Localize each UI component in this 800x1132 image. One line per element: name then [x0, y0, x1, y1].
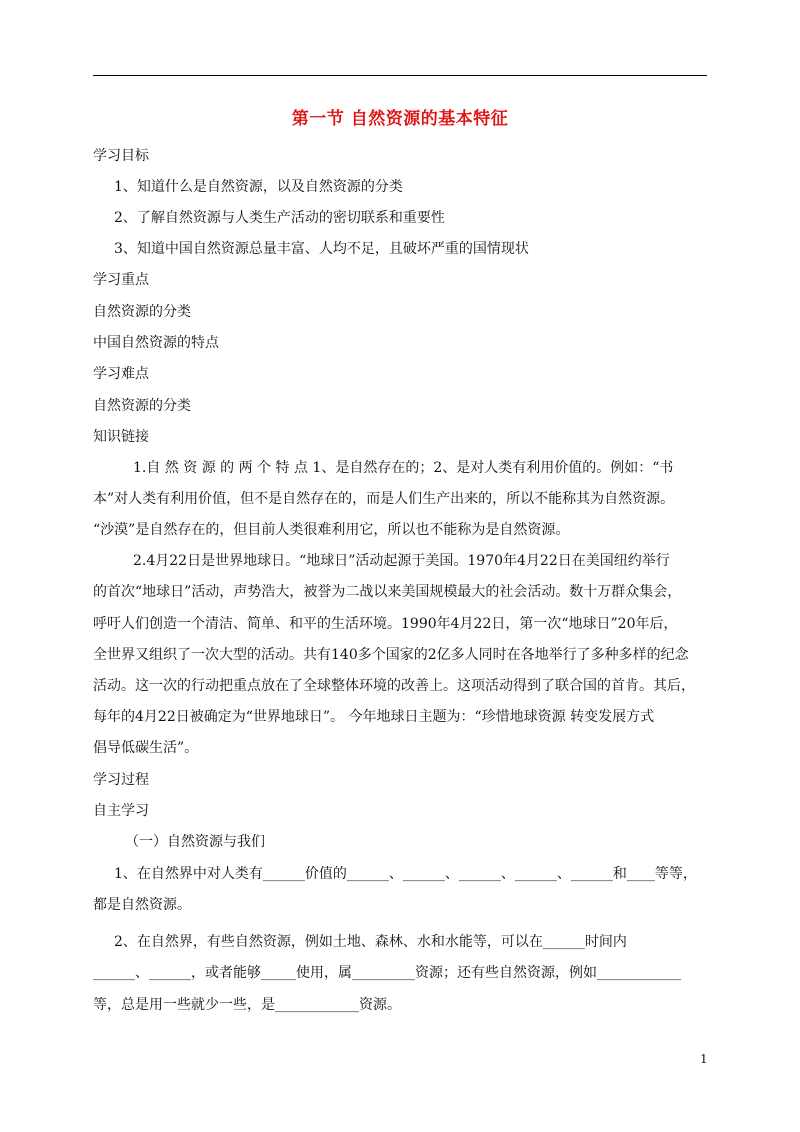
objective-item: 2、了解自然资源与人类生产活动的密切联系和重要性: [114, 210, 445, 226]
exercise-line: 1、在自然界中对人类有______价值的______、______、______、______、______和____等等，: [114, 866, 697, 882]
header-rule: [93, 75, 707, 76]
paragraph-line: 1.自 然 资 源 的 两 个 特 点 1、是自然存在的；2、是对人类有利用价值的。例如：“书: [133, 460, 674, 476]
paragraph-line: 全世界又组织了一次大型的活动。共有140多个国家的2亿多人同时在各地举行了多种多样的纪念: [93, 647, 689, 663]
section-heading-key-points: 学习重点: [93, 272, 149, 288]
key-point-text: 中国自然资源的特点: [93, 335, 219, 351]
section-heading-process: 学习过程: [93, 772, 149, 788]
objective-item: 1、知道什么是自然资源，以及自然资源的分类: [114, 179, 403, 195]
difficulty-text: 自然资源的分类: [93, 398, 191, 414]
paragraph-line: 2.4月22日是世界地球日。“地球日”活动起源于美国。1970年4月22日在美国纽约举行: [133, 553, 670, 569]
page-title: 第一节 自然资源的基本特征: [291, 109, 509, 129]
section-heading-difficulties: 学习难点: [93, 366, 149, 382]
page-number: 1: [700, 1052, 708, 1066]
key-point-text: 自然资源的分类: [93, 304, 191, 320]
section-heading-knowledge-link: 知识链接: [93, 429, 149, 445]
paragraph-line: 活动。这一次的行动把重点放在了全球整体环境的改善上。这项活动得到了联合国的首肯。其后，: [93, 678, 695, 694]
objective-item: 3、知道中国自然资源总量丰富、人均不足，且破坏严重的国情现状: [114, 241, 529, 257]
section-heading-objectives: 学习目标: [93, 148, 149, 164]
exercise-line: 2、在自然界，有些自然资源，例如土地、森林、水和水能等，可以在______时间内: [114, 934, 627, 950]
paragraph-line: 本”对人类有利用价值，但不是自然存在的，而是人们生产出来的，所以不能称其为自然资源。: [93, 491, 675, 507]
exercise-line: 等，总是用一些就少一些，是____________资源。: [93, 997, 401, 1013]
paragraph-line: 每年的4月22日被确定为“世界地球日”。 今年地球日主题为：“珍惜地球资源 转变发展方式: [93, 709, 655, 725]
subsection-heading-self-study: 自主学习: [93, 803, 149, 819]
paragraph-line: “沙漠”是自然存在的，但目前人类很难利用它，所以也不能称为是自然资源。: [93, 522, 570, 538]
paragraph-line: 的首次“地球日”活动，声势浩大，被誉为二战以来美国规模最大的社会活动。数十万群众集会，: [93, 584, 682, 600]
paragraph-line: 倡导低碳生活”。: [93, 740, 199, 756]
paragraph-line: 呼吁人们创造一个清洁、简单、和平的生活环境。1990年4月22日，第一次“地球日”20年后，: [93, 616, 678, 632]
exercise-line: ______、______，或者能够_____使用，属_________资源；还有些自然资源，例如____________: [93, 965, 681, 981]
subsection-heading-resources: （一）自然资源与我们: [125, 834, 265, 850]
exercise-line: 都是自然资源。: [93, 897, 191, 913]
